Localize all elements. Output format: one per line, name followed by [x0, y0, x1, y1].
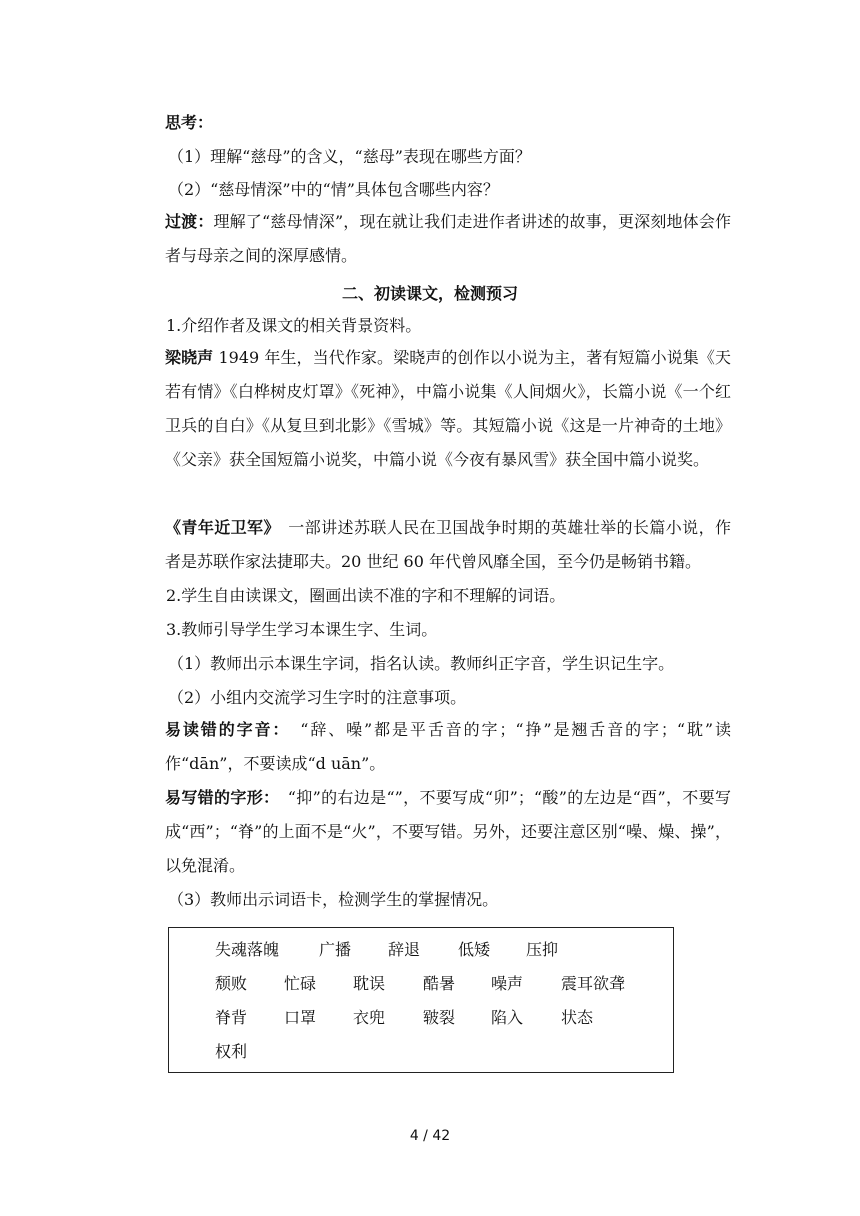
vocab-word: 颓败 [215, 974, 248, 993]
author-paragraph [165, 341, 731, 477]
vocab-word: 陷入 [491, 1008, 524, 1027]
sub-item-3: （3）教师出示词语卡，检测学生的掌握情况。 [168, 890, 499, 909]
vocab-word: 脊背 [215, 1008, 248, 1027]
vocab-word: 广播 [319, 940, 352, 959]
pronunciation-text: “辞、噪”都是平舌音的字；“挣”是翘舌音的字；“耽”读作“dān”，不要读成“d uān”。 [165, 720, 731, 773]
vocab-word: 失魂落魄 [215, 940, 280, 959]
question-1: （1）理解“慈母”的含义，“慈母”表现在哪些方面？ [168, 147, 531, 166]
item-2: 2.学生自由读课文，圈画出读不准的字和不理解的词语。 [166, 586, 566, 605]
pronunciation-label: 易读错的字音： [165, 720, 283, 739]
sub-item-2: （2）小组内交流学习生字时的注意事项。 [168, 688, 467, 707]
page-number: 4 / 42 [409, 1128, 451, 1144]
transition-label: 过渡： [165, 212, 214, 231]
author-bio: 1949 年生，当代作家。梁晓声的创作以小说为主，著有短篇小说集《天若有情》《白桦树皮灯罩》《死神》，中篇小说集《人间烟火》，长篇小说《一个红卫兵的自白》《从复旦到北影》《雪城》等。其短篇小说《这是一片神奇的土地》《父亲》获全国短篇小说奖，中篇小说《今夜有暴风雪》获全国中篇小说奖。 [165, 348, 731, 469]
vocab-word: 耽误 [353, 974, 386, 993]
character-shape-label: 易写错的字形： [165, 788, 272, 807]
question-2: （2）“慈母情深”中的“情”具体包含哪些内容？ [168, 180, 499, 199]
vocab-word: 压抑 [526, 940, 559, 959]
vocab-word: 辞退 [388, 940, 421, 959]
item-3: 3.教师引导学生学习本课生字、生词。 [166, 620, 438, 639]
vocab-word: 皲裂 [423, 1008, 456, 1027]
author-name: 梁晓声 [165, 348, 214, 367]
item-1: 1.介绍作者及课文的相关背景资料。 [166, 316, 422, 335]
pronunciation-paragraph [165, 713, 731, 781]
vocab-word: 口罩 [284, 1008, 317, 1027]
vocab-word: 低矮 [458, 940, 491, 959]
vocab-word: 权利 [215, 1042, 248, 1061]
vocab-word: 衣兜 [353, 1008, 386, 1027]
transition-text: 理解了“慈母情深”，现在就让我们走进作者讲述的故事，更深刻地体会作者与母亲之间的深厚感情。 [165, 212, 731, 265]
sub-item-1: （1）教师出示本课生字词，指名认读。教师纠正字音，学生识记生字。 [168, 654, 675, 673]
vocab-word: 震耳欲聋 [561, 974, 626, 993]
vocab-word: 噪声 [491, 974, 524, 993]
vocabulary-card [168, 927, 674, 1073]
transition-paragraph [165, 205, 731, 273]
vocab-word: 酷暑 [423, 974, 456, 993]
character-shape-text: “抑”的右边是“”，不要写成“卯”；“酸”的左边是“酉”，不要写成“西”；“脊”的上面不是“火”，不要写错。另外，还要注意区别“噪、燥、操”，以免混淆。 [165, 788, 731, 875]
book-desc: 一部讲述苏联人民在卫国战争时期的英雄壮举的长篇小说，作者是苏联作家法捷耶夫。20 世纪 60 年代曾风靡全国，至今仍是畅销书籍。 [165, 518, 731, 571]
think-label: 思考： [165, 113, 214, 132]
vocab-word: 忙碌 [284, 974, 317, 993]
book-name: 《青年近卫军》 [165, 518, 272, 537]
vocab-word: 状态 [561, 1008, 594, 1027]
book-paragraph [165, 511, 731, 579]
section-title: 二、初读课文，检测预习 [341, 284, 518, 303]
character-shape-paragraph [165, 781, 731, 883]
